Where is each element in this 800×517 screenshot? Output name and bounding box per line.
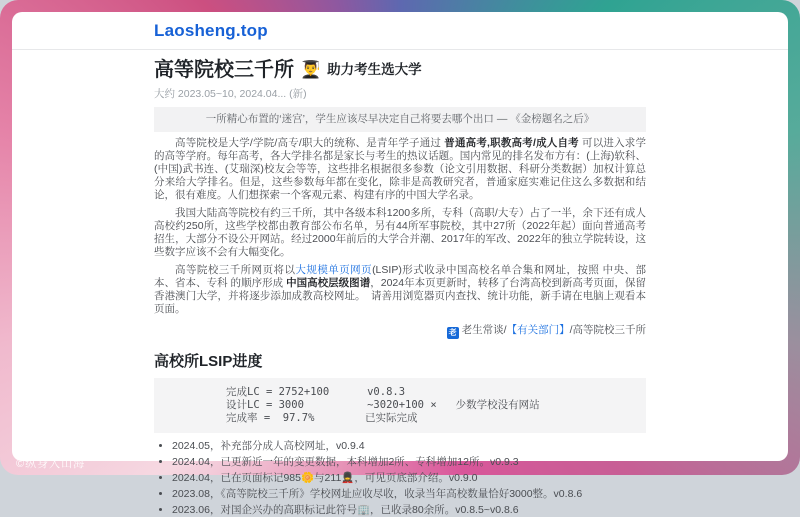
- related-dept-link[interactable]: 【有关部门】: [506, 324, 570, 336]
- update-item: • 2024.04，已在页面标记985🌼与211💂，可见页底部介绍。v0.9.0: [172, 472, 646, 485]
- paragraph-text: 高等院校是大学/学院/高专/职大的统称、是青年学子通过: [175, 137, 445, 149]
- header-divider: [12, 49, 788, 50]
- page-subtitle: 助力考生选大学: [327, 62, 422, 77]
- paragraph-text: ，2024年本页更新时，转移了台湾高校到新高考页面，保留香港澳门大学，并将逐步添加成教高校网址。 请善用浏览器页内查找、统计功能，新手请在电脑上观看本页面。: [154, 277, 646, 315]
- update-item: • 2024.04，已更新近一年的变更数据，本科增加2所、专科增加12所。v0.9.3: [172, 456, 646, 469]
- updates-list: [154, 440, 646, 517]
- citation-text: 老生常谈/: [461, 324, 507, 336]
- atlas-bold: 中国高校层级图谱: [286, 277, 371, 289]
- quote-block: [154, 107, 646, 132]
- code-line-completed: 完成LC = 2752+100 v0.8.3: [226, 386, 406, 398]
- progress-heading: 高校所LSIP进度: [154, 353, 263, 370]
- paragraph-intro: [154, 137, 646, 202]
- exam-types-bold: 普通高考,职教高考/成人自考: [444, 137, 579, 149]
- update-item: • 2024.05，补充部分成人高校网址，v0.9.4: [172, 440, 646, 453]
- code-line-designed: 设计LC = 3000 ~3020+100 × 少数学校没有网站: [226, 399, 540, 411]
- header-bar: [154, 22, 646, 41]
- page-title-row: [154, 58, 646, 82]
- paragraph-lsip: [154, 264, 646, 316]
- quote-text: 一所精心布置的‘迷宫’，学生应该尽早决定自己将要去哪个出口 — 《金榜题名之后》: [205, 113, 595, 125]
- paragraph-text: (LSIP)形式收录中国高校名单合集和网址，按照 中央、部本、省本、专科 的顺序形成: [154, 264, 647, 289]
- page-title: 高等院校三千所: [154, 59, 294, 81]
- paragraph-text: 可以进入求学的高等学府。每年高考，各大学排名都是家长与考生的热议话题。国内常见的排名发布方有：(上海)软科、(中国)武书连、(艾瑞深)校友会等等，这些排名根据很多参数（论文引用数据、科研分类数据）加权计算总分来给大学排名。但是，这些参数每年都在变化，除非是高教研究者，普通家庭实难记住这么多数据和结论，很有难度。人们想探索一个客观元素、构建有序的中国大学名录。: [154, 137, 646, 201]
- student-emoji: 👨‍🎓: [300, 60, 322, 79]
- site-favicon-icon: 老: [448, 328, 457, 337]
- update-item: • 2023.08，《高等院校三千所》学校网址应收尽收，收录当年高校数量恰好3000整。v0.8.6: [172, 488, 646, 501]
- paragraph-text: 高等院校三千所网页将以: [175, 264, 296, 276]
- code-line-rate: 完成率 = 97.7% 已实际完成: [226, 412, 418, 424]
- brand-logo[interactable]: Laosheng.top: [154, 21, 268, 40]
- citation-row: [154, 323, 646, 339]
- citation-text: /高等院校三千所: [569, 324, 646, 336]
- progress-code-block: [154, 378, 646, 433]
- lsip-link[interactable]: 大规模单页网页: [295, 264, 373, 276]
- watermark: ©纵身入山海: [16, 458, 86, 470]
- date-line: 大约 2023.05~10, 2024.04... (新): [154, 88, 307, 100]
- update-item: • 2023.06，对国企兴办的高职标记此符号🏢，已收录80余所。v0.8.5~v0.8.6: [172, 504, 646, 517]
- paragraph-counts: 我国大陆高等院校有约三千所，其中各级本科1200多所，专科（高职/大专）占了一半，余下还有成人高校约250所，这些学校都由教育部公布名单，另有44所军事院校，其中27所（2022年起）面向普通高考招生，大部分不设公开网站。经过2000年前后的大学合并潮、2017年的军改、2022年的独立学院转设，这些数字应该不会有大幅变化。: [154, 207, 646, 258]
- article: [154, 58, 646, 517]
